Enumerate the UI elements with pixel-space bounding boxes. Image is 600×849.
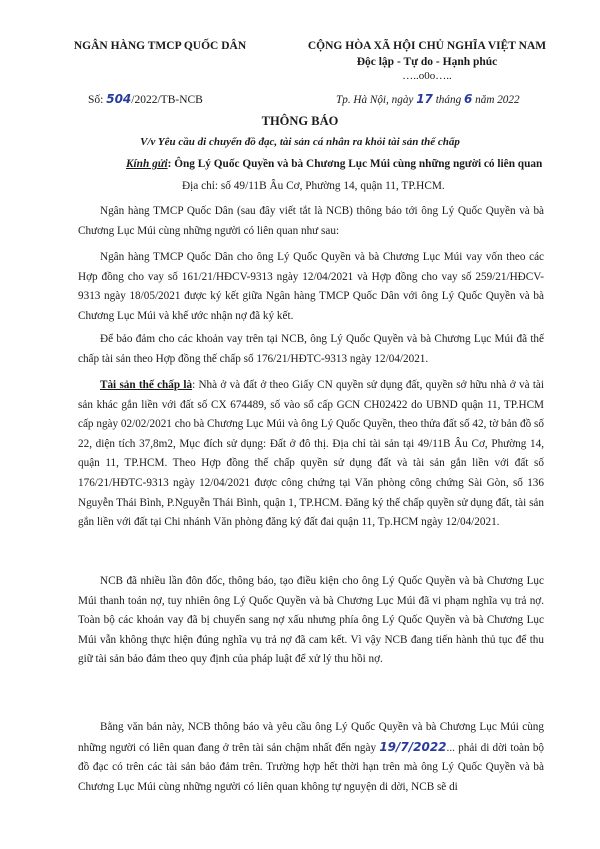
paragraph-demand-after: ... phải di dời toàn bộ đồ đạc có trên các tài sản bảo đảm trên. Trường hợp hết thời hạn trên mà ông Lý Quốc Quyền và bà Chương Lục Múi cùng những người có liên quan không tự nguyện di dời, NCB sẽ di: [78, 741, 545, 793]
paragraph-intro: [78, 202, 544, 241]
collateral-label: Tài sản thế chấp là: [100, 379, 193, 391]
paragraph-loan-contracts: [78, 248, 544, 326]
recipient-address: Địa chỉ: số 49/11B Âu Cơ, Phường 14, quận 11, TP.HCM.: [182, 180, 445, 192]
national-motto: Độc lập - Tự do - Hạnh phúc: [356, 56, 498, 68]
paragraph-mortgage: [78, 330, 544, 369]
paragraph-loan-text: Ngân hàng TMCP Quốc Dân cho ông Lý Quốc Quyền và bà Chương Lục Múi vay vốn theo các Hợp đồng cho vay số 161/21/HĐCV-9313 ngày 12/04/2021 và Hợp đồng cho vay số 259/21/HĐCV-9313 ngày 18/05/2021 được ký kết giữa Ngân hàng TMCP Quốc Dân với ông Lý Quốc Quyền và bà Chương Lục Múi và khế ước nhận nợ đã ký kết.: [78, 251, 544, 322]
motto-ornament: …..o0o…..: [402, 70, 452, 82]
country-name: CỘNG HÒA XÃ HỘI CHỦ NGHĨA VIỆT NAM: [307, 40, 547, 52]
handwritten-ref-number: 504: [106, 92, 132, 106]
paragraph-mortgage-text: Để bảo đảm cho các khoản vay trên tại NCB, ông Lý Quốc Quyền và bà Chương Lục Múi đã thế chấp tài sản theo Hợp đồng thế chấp số 176/21/HĐTC-9313 ngày 12/04/2021.: [78, 333, 544, 365]
document-title: THÔNG BÁO: [261, 114, 339, 128]
recipient-line: [126, 158, 566, 170]
reference-prefix: Số:: [88, 94, 107, 106]
recipient-label: Kính gửi: [126, 158, 168, 170]
recipient-names: : Ông Lý Quốc Quyền và bà Chương Lục Múi cùng những người có liên quan: [167, 158, 543, 170]
date-month-label: tháng: [435, 94, 462, 106]
reference-number: [88, 92, 203, 106]
paragraph-intro-text: Ngân hàng TMCP Quốc Dân (sau đây viết tắt là NCB) thông báo tới ông Lý Quốc Quyền và bà Chương Lục Múi cùng những người có liên quan như sau:: [78, 205, 544, 237]
paragraph-collateral: [78, 376, 544, 533]
paragraph-collateral-text: : Nhà ở và đất ở theo Giấy CN quyền sử dụng đất, quyền sở hữu nhà ở và tài sản khác gắn liền với đất số CX 674489, số vào sổ cấp GCN CH02422 do UBND quận 11, TP.HCM cấp ngày 02/02/2021 cho bà Chương Lục Múi và ông Lý Quốc Quyền, theo thửa đất số 42, tờ bản đồ số 22, diện tích 37,8m2, Mục đích sử dụng: Đất ở đô thị. Địa chỉ tài sản tại 49/11B Âu Cơ, Phường 14, quận 11, TP.HCM. Theo Hợp đồng thế chấp quyền sử dụng đất và tài sản gắn liền với đất số 176/21/HĐTC-9313 ngày 12/04/2021 được công chứng tại Văn phòng công chứng Sài Gòn, số 136 Nguyễn Thái Bình, P.Nguyễn Thái Bình, quận 1, TP.HCM. Đăng ký thế chấp quyền sử dụng đất, tài sản gắn liền với đất tại Chi nhánh Văn phòng đăng ký đất đai quận 11, Tp.HCM ngày 12/04/2021.: [78, 379, 545, 529]
bank-name: NGÂN HÀNG TMCP QUỐC DÂN: [73, 40, 247, 52]
paragraph-demand-before: Bằng văn bản này, NCB thông báo và yêu cầu ông Lý Quốc Quyền và bà Chương Lục Múi cùng những người có liên quan đang ở trên tài sản chậm nhất đến ngày: [78, 721, 544, 754]
handwritten-day: 17: [416, 92, 433, 106]
paragraph-default: [78, 572, 544, 670]
handwritten-month: 6: [463, 92, 473, 106]
date-year: năm 2022: [475, 94, 520, 106]
reference-suffix: /2022/TB-NCB: [131, 94, 203, 106]
paragraph-demand: [78, 718, 544, 797]
issue-date: [336, 92, 520, 106]
document-subject: V/v Yêu cầu di chuyển đồ đạc, tài sản cá nhân ra khỏi tài sản thế chấp: [140, 136, 460, 148]
handwritten-deadline: 19/7/2022: [379, 739, 447, 754]
date-prefix: Tp. Hà Nội, ngày: [336, 94, 414, 106]
paragraph-default-text: NCB đã nhiều lần đôn đốc, thông báo, tạo điều kiện cho ông Lý Quốc Quyền và bà Chương Lục Múi thanh toán nợ, tuy nhiên ông Lý Quốc Quyền và bà Chương Lục Múi đã vi phạm nghĩa vụ trả nợ. Toàn bộ các khoản vay đã bị chuyển sang nợ xấu nhưng phía ông Lý Quốc Quyền và bà Chương Lục Múi vẫn không thực hiện đúng nghĩa vụ trả nợ đã cam kết. Vì vậy NCB đang tiến hành thủ tục để thu giữ tài sản bảo đảm theo quy định của pháp luật để xử lý thu hồi nợ.: [78, 575, 544, 666]
